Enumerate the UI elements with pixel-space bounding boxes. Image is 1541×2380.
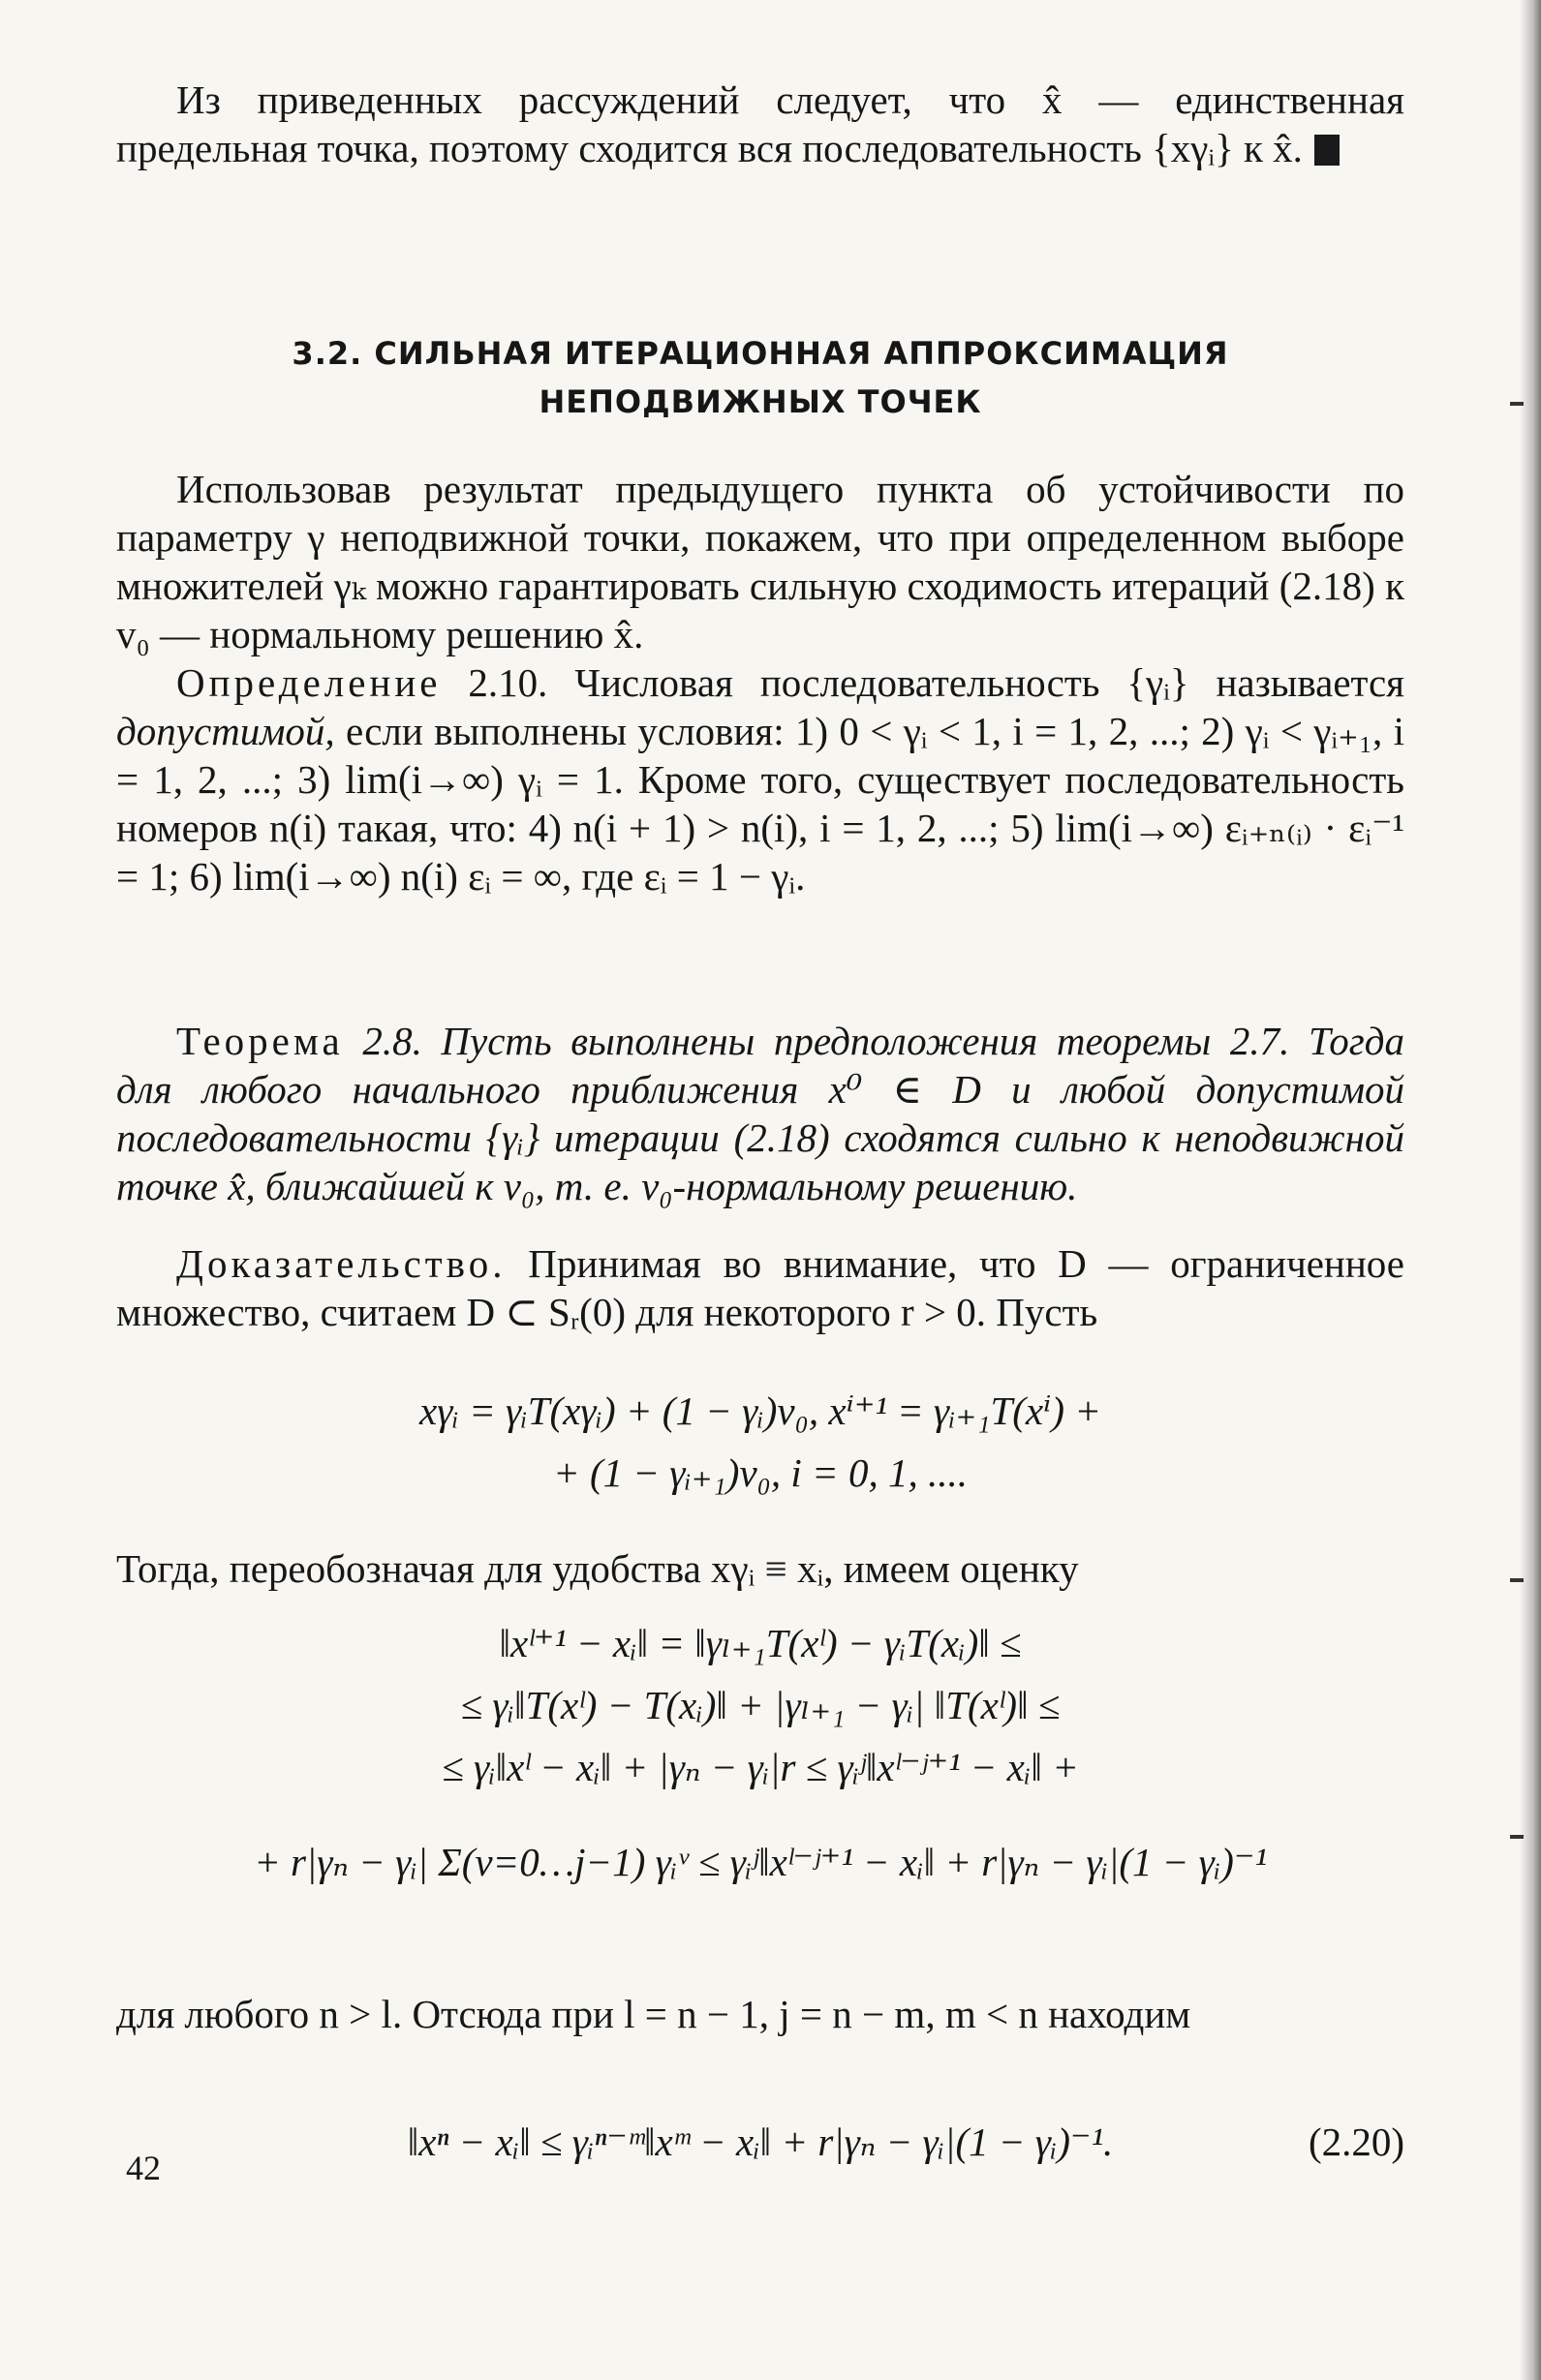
- final-formula-block: [116, 2111, 1404, 2173]
- definition-label: Определение: [176, 660, 442, 705]
- section-heading-line2: НЕПОДВИЖНЫХ ТОЧЕК: [539, 383, 982, 420]
- then-text: Тогда, переобозначая для удобства xγᵢ ≡ xᵢ, имеем оценку: [116, 1546, 1079, 1591]
- formula-iteration: [116, 1380, 1404, 1504]
- then-paragraph: [116, 1544, 1404, 1593]
- margin-mark: [1510, 1578, 1524, 1582]
- estimate-line4: + r|γₙ − γᵢ| Σ(ν=0…j−1) γᵢᵛ ≤ γᵢʲ‖xˡ⁻ʲ⁺¹ − xᵢ‖ + r|γₙ − γᵢ|(1 − γᵢ)⁻¹: [254, 1840, 1267, 1884]
- intro-block: [116, 76, 1404, 172]
- estimate-line3: ≤ γᵢ‖xˡ − xᵢ‖ + |γₙ − γᵢ|r ≤ γᵢʲ‖xˡ⁻ʲ⁺¹ − xᵢ‖ +: [442, 1745, 1079, 1789]
- paragraph-1-text: Использовав результат предыдущего пункта об устойчивости по параметру γ неподвижной точки, покажем, что при определенном выборе множителей γₖ можно гарантировать сильную сходимость итераций (2.18) к v₀ — нормальному решению x̂.: [116, 467, 1404, 656]
- section-heading-line1: 3.2. СИЛЬНАЯ ИТЕРАЦИОННАЯ АППРОКСИМАЦИЯ: [292, 335, 1229, 372]
- formula-iteration-line2: + (1 − γᵢ₊₁)v₀, i = 0, 1, ....: [553, 1450, 968, 1495]
- page-edge-shadow: [1520, 0, 1541, 2380]
- margin-mark: [1510, 1835, 1524, 1839]
- proof-block: [116, 1239, 1404, 1336]
- page-number: 42: [126, 2149, 161, 2187]
- formula-iteration-line1: xγᵢ = γᵢT(xγᵢ) + (1 − γᵢ)v₀, xⁱ⁺¹ = γᵢ₊₁T(xⁱ) +: [419, 1388, 1101, 1433]
- for-any-text: для любого n > l. Отсюда при l = n − 1, j = n − m, m < n находим: [116, 1992, 1191, 2036]
- estimate-block: [116, 1612, 1404, 1893]
- theorem-label: Теорема: [176, 1019, 344, 1063]
- equation-number: (2.20): [1308, 2120, 1404, 2164]
- definition-block: [116, 658, 1404, 900]
- section-heading: [116, 329, 1404, 426]
- paragraph-1: [116, 465, 1404, 658]
- definition-term: допустимой,: [116, 709, 335, 753]
- for-any-paragraph: [116, 1990, 1404, 2038]
- theorem-block: [116, 1017, 1404, 1210]
- theorem-text: 2.8. Пусть выполнены предположения теоремы 2.7. Тогда для любого начального приближения x⁰ ∈ D и любой допустимой последовательности {γᵢ} итерации (2.18) сходятся сильно к неподвижной точке x̂, ближайшей к v₀, т. е. v₀-нормальному решению.: [116, 1019, 1404, 1208]
- final-formula: ‖xⁿ − xᵢ‖ ≤ γᵢⁿ⁻ᵐ‖xᵐ − xᵢ‖ + r|γₙ − γᵢ|(1 − γᵢ)⁻¹.: [407, 2120, 1114, 2164]
- estimate-line1: ‖xˡ⁺¹ − xᵢ‖ = ‖γₗ₊₁T(xˡ) − γᵢT(xᵢ)‖ ≤: [499, 1621, 1022, 1665]
- definition-text: 2.10. Числовая последовательность {γᵢ} называется: [468, 660, 1405, 705]
- definition-conditions: если выполнены условия: 1) 0 < γᵢ < 1, i = 1, 2, ...; 2) γᵢ < γᵢ₊₁, i = 1, 2, ...; 3) lim(i→∞) γᵢ = 1. Кроме того, существует последовательность номеров n(i) такая, что: 4) n(i + 1) > n(i), i = 1, 2, ...; 5) lim(i→∞) εᵢ₊ₙ₍ᵢ₎ · εᵢ⁻¹ = 1; 6) lim(i→∞) n(i) εᵢ = ∞, где εᵢ = 1 − γᵢ.: [116, 709, 1404, 899]
- estimate-line2: ≤ γᵢ‖T(xˡ) − T(xᵢ)‖ + |γₗ₊₁ − γᵢ| ‖T(xˡ)‖ ≤: [460, 1683, 1061, 1727]
- proof-label: Доказательство.: [176, 1241, 507, 1286]
- margin-mark: [1510, 402, 1524, 406]
- end-of-proof-mark: [1314, 135, 1340, 166]
- intro-paragraph: Из приведенных рассуждений следует, что x̂ — единственная предельная точка, поэтому сходится вся последовательность {xγᵢ} к x̂.: [116, 77, 1404, 170]
- proof-text: Принимая во внимание, что D — ограниченное множество, считаем D ⊂ Sᵣ(0) для некоторого r > 0. Пусть: [116, 1241, 1404, 1334]
